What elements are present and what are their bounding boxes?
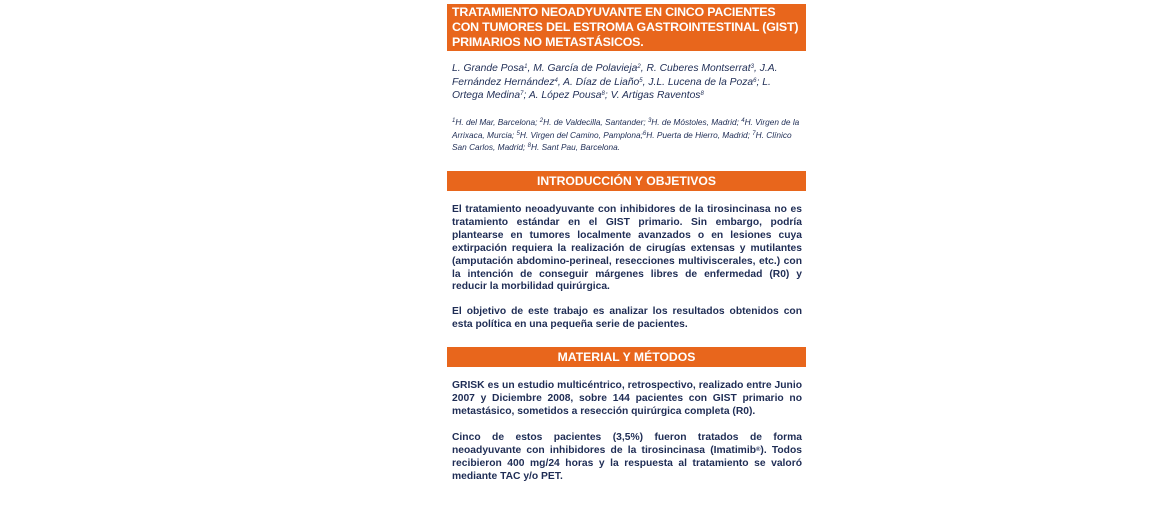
author-name: L. Ortega Medina [452,76,771,101]
affiliation-mark: 3 [647,118,652,124]
author-name: V. Artigas Raventos [610,90,701,101]
author-name: R. Cuberes Montserrat [646,63,751,74]
author-name: M. García de Polavieja [533,63,638,74]
methods-paragraph-2 [452,432,802,484]
affiliation-text: H. Virgen de la Arrixaca, Murcia; [452,117,800,140]
author-affiliation-mark: 6 [753,77,757,84]
affiliation-text: H. del Mar, Barcelona; [455,117,540,127]
section-heading-methods: MATERIAL Y MÉTODOS [447,347,806,367]
intro-paragraph-1: El tratamiento neoadyuvante con inhibidores de la tirosincinasa no es tratamiento estándar en el GIST primario. Sin embargo, podría plantearse en tumores localmente avanzados o en lesiones cuya extirpación requiera la realización de cirugías extensas y mutilantes (amputación abdomino-perineal, resecciones multiviscerales, etc.) con la intención de conseguir márgenes libres de enfermedad (R0) y reducir la morbilidad quirúrgica. [452,204,802,293]
author-affiliation-mark: 5 [639,77,643,84]
affiliation-text: H. de Valdecilla, Santander; [543,117,648,127]
author-name: J.L. Lucena de la Poza [648,76,754,88]
affiliation-list [452,116,800,154]
affiliation-text: H. de Móstoles, Madrid; [651,117,742,127]
author-name: L. Grande Posa [452,63,525,74]
author-affiliation-mark: 7 [520,91,524,97]
author-affiliation-mark: 3 [750,64,754,70]
poster-title: TRATAMIENTO NEOADYUVANTE EN CINCO PACIENTES CON TUMORES DEL ESTROMA GASTROINTESTINAL (GIST) PRIMARIOS NO METASTÁSICOS. [452,5,799,49]
registered-mark: ® [755,446,761,453]
affiliation-mark: 2 [539,118,544,124]
affiliation-mark: 1 [452,118,456,124]
affiliation-text: H. Sant Pau, Barcelona. [530,142,620,152]
methods-paragraph-1: GRISK es un estudio multicéntrico, retrospectivo, realizado entre Junio 2007 y Diciembre 2008, sobre 144 pacientes con GIST primario no metastásico, sometidos a resección quirúrgica completa (R0). [452,380,802,417]
author-name: A. Díaz de Liaño [563,76,640,88]
title-banner [447,4,806,51]
affiliation-text: H. Virgen del Camino, Pamplona; [519,129,643,140]
methods-paragraph-2-part-a: Cinco de estos pacientes (3,5%) fueron tratados de forma neoadyuvante con inhibidores de la tirosincinasa (Imatimib [452,432,802,456]
affiliation-mark: 7 [752,130,756,137]
author-affiliation-mark: 8 [601,91,605,97]
author-affiliation-mark: 8 [700,91,704,97]
author-name: J.A. Fernández Hernández [452,63,778,88]
section-heading-intro: INTRODUCCIÓN Y OBJETIVOS [447,171,806,191]
author-list: L. Grande Posa$^1$, M. García de Polavieja$^2$, R. Cuberes Montserrat$^3$, J.A. Fernández Hernández$^4$, A. Díaz de Liaño$^5$, J.L. Lucena de la Poza$^6$; L. Ortega Medina$^7$; A. López Pousa$^8$; V. Artigas Raventos$^8$ [452,63,778,101]
affiliation-mark: 8 [527,143,531,149]
author-affiliation-mark: 2 [637,64,641,70]
affiliation-mark: 5 [516,130,520,137]
affiliation-text: H. Puerta de Hierro, Madrid; [646,129,753,140]
author-affiliation-mark: 1 [524,64,528,70]
affiliation-mark: 6 [642,130,647,137]
affiliation-text: H. Clínico San Carlos, Madrid; [452,129,792,152]
methods-paragraph-2-part-b: ). Todos recibieron 400 mg/24 horas y la respuesta al tratamiento se valoró mediante TAC y/o PET. [452,444,802,482]
intro-paragraph-2: El objetivo de este trabajo es analizar los resultados obtenidos con esta política en una pequeña serie de pacientes. [452,306,802,330]
author-name: A. López Pousa [528,90,602,101]
affiliation-mark: 4 [741,118,745,124]
author-affiliation-mark: 4 [554,77,558,84]
